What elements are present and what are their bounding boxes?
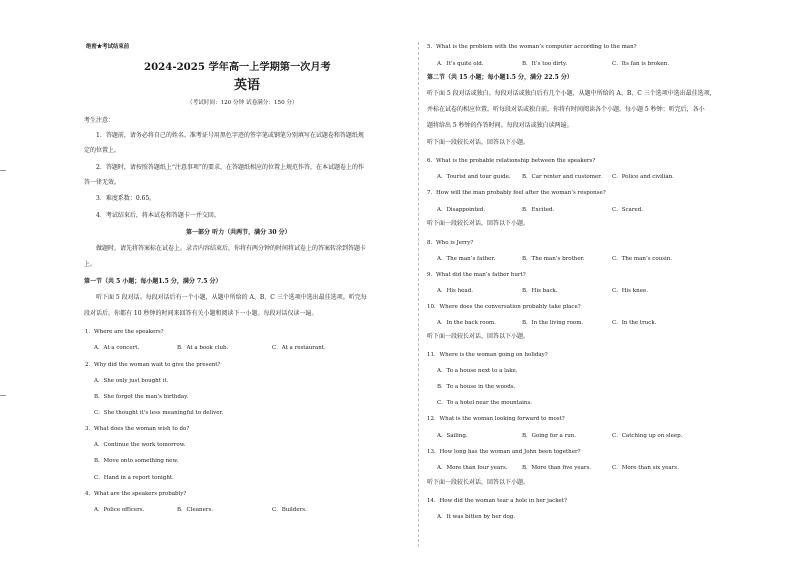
option: B．Excited. xyxy=(522,207,555,213)
note-line: 2．答题时，请按照答题纸上“注意事项”的要求，在答题纸相应的位置上规范作答，在本试题卷上的作 xyxy=(96,164,364,171)
question-stem: 13．How long has the woman and John been together? xyxy=(427,449,581,455)
question-stem: 7．How will the man probably feel after the woman’s response? xyxy=(427,190,606,196)
option: B．Going for a run. xyxy=(522,433,577,439)
option: A．Disappointed. xyxy=(437,207,486,213)
option: A．To a house next to a lake. xyxy=(437,368,518,374)
option: C．She thought it’s less meaningful to deliver. xyxy=(94,410,224,416)
option: A．Continue the work tomorrow. xyxy=(94,442,186,448)
exam-title: 2024-2025 学年高一上学期第一次月考 xyxy=(144,61,331,73)
dialog-instruction: 听下面一段较长对话，回答以下小题。 xyxy=(427,333,530,340)
section1-heading: 第一节（共 5 小题；每小题1.5 分，满分 7.5 分） xyxy=(84,278,222,285)
question-stem: 11．Where is the woman going on holiday? xyxy=(427,352,548,358)
option: C．At a restaurant. xyxy=(272,345,326,351)
question-stem: 14．How did the woman tear a hole in her jacket? xyxy=(427,498,567,504)
option: C．Catching up on sleep. xyxy=(612,433,683,439)
option: C．To a hotel near the mountains. xyxy=(437,400,533,406)
question-stem: 8．Who is Jerry? xyxy=(427,240,474,246)
option: C．More than six years. xyxy=(612,465,679,471)
question-stem: 5．What is the problem with the woman’s computer according to the man? xyxy=(427,44,637,50)
part1-intro: 上。 xyxy=(84,261,97,268)
note-line: 3．难度系数：0.65。 xyxy=(96,195,156,202)
question-stem: 12．What is the woman looking forward to most? xyxy=(427,416,565,422)
question-stem: 1．Where are the speakers? xyxy=(85,329,164,335)
question-stem: 4．What are the speakers probably? xyxy=(85,491,187,497)
option: B．The man’s brother. xyxy=(522,256,585,262)
option: A．It was bitten by her dog. xyxy=(437,514,516,520)
option: C．Builders. xyxy=(272,507,307,513)
option: B．She forgot the man’s birthday. xyxy=(94,394,189,400)
option: A．Tourist and tour guide. xyxy=(437,174,511,180)
question-stem: 10．Where does the conversation probably take place? xyxy=(427,304,581,310)
option: C．The man’s cousin. xyxy=(612,256,673,262)
section1-intro: 听下面 5 段对话。每段对话后有一个小题，从题中所给的 A、B、C 三个选项中选出最佳选项。听完每 xyxy=(96,294,367,301)
part1-heading: 第一部分 听力（共两节，满分 30 分） xyxy=(186,229,291,236)
option: A．His head. xyxy=(437,288,473,294)
section2-heading: 第二节（共 15 小题；每小题1.5 分，满分 22.5 分） xyxy=(427,74,573,81)
part1-intro: 做题时，请先将答案标在试卷上。录音内容结束后，你将有两分钟的时间将试卷上的答案转涂到答题卡 xyxy=(96,245,367,252)
option: B．It’s too dirty. xyxy=(522,61,568,67)
option: C．Police and civilian. xyxy=(612,174,674,180)
dialog-instruction: 听下面一段较长对话，回答以下小题。 xyxy=(427,220,530,227)
option: A．Sailing. xyxy=(437,433,468,439)
option: B．Car renter and customer. xyxy=(522,174,602,180)
secret-label: 绝密★考试结束前 xyxy=(86,44,130,50)
column-divider xyxy=(418,42,419,547)
option: A．In the back room. xyxy=(437,320,496,326)
exam-info: （考试时间：120 分钟 试卷满分：150 分） xyxy=(187,100,298,106)
dialog-instruction: 听下面一段较长对话，回答以下小题。 xyxy=(427,479,530,486)
note-line: 定的位置上。 xyxy=(84,147,121,154)
option: B．At a book club. xyxy=(177,345,229,351)
section2-intro: 听下面 5 段对话或独白。每段对话或独白后有几个小题，从题中所给的 A、B、C 三个选项中选出最佳选项， xyxy=(427,90,716,97)
option: A．It’s quite old. xyxy=(437,61,484,67)
binding-mark xyxy=(0,170,6,171)
option: C．His knee. xyxy=(612,288,648,294)
option: B．More than five years. xyxy=(522,465,592,471)
section1-intro: 段对话后，你都有 10 秒钟的时间来回答有关小题和阅读下一小题。每段对话仅读一遍。 xyxy=(84,310,318,317)
question-stem: 6．What is the probable relationship between the speakers? xyxy=(427,158,596,164)
subject-title: 英语 xyxy=(234,78,261,93)
option: A．At a concert. xyxy=(94,345,140,351)
note-line: 答一律无效。 xyxy=(84,179,121,186)
section2-intro: 并标在试卷的相应位置。听每段对话或独白前，你将有时间阅读各个小题，每小题 5 秒钟；听完后，各小 xyxy=(427,106,705,113)
section2-intro: 题将给出 5 秒钟的作答时间。每段对话或独白读两遍。 xyxy=(427,122,573,129)
binding-mark xyxy=(0,395,6,396)
option: A．Police officers. xyxy=(94,507,145,513)
note-line: 1．答题前，请务必将自己的姓名、准考证号用黑色字迹的签字笔或钢笔分别填写在试题卷和答题纸规 xyxy=(96,132,364,139)
option: B．In the living room. xyxy=(522,320,584,326)
question-stem: 9．What did the man’s father hurt? xyxy=(427,272,526,278)
option: B．Move onto something new. xyxy=(94,458,179,464)
question-stem: 3．What does the woman wish to do? xyxy=(85,426,190,432)
option: C．Hand in a report tonight. xyxy=(94,475,174,481)
note-line: 4．考试结束后，将本试卷和答题卡一并交回。 xyxy=(96,212,220,219)
question-stem: 2．Why did the woman wait to give the present? xyxy=(85,362,221,368)
option: C．In the truck. xyxy=(612,320,657,326)
option: B．To a house in the woods. xyxy=(437,384,516,390)
option: A．The man’s father. xyxy=(437,256,496,262)
option: B．Cleaners. xyxy=(177,507,214,513)
option: A．More than four years. xyxy=(437,465,508,471)
notes-heading: 考生注意： xyxy=(84,117,115,124)
option: A．She only just bought it. xyxy=(94,378,169,384)
option: B．His back. xyxy=(522,288,558,294)
option: C．Scared. xyxy=(612,207,643,213)
option: C．Its fan is broken. xyxy=(612,61,669,67)
dialog-instruction: 听下面一段较长对话，回答以下小题。 xyxy=(427,139,530,146)
